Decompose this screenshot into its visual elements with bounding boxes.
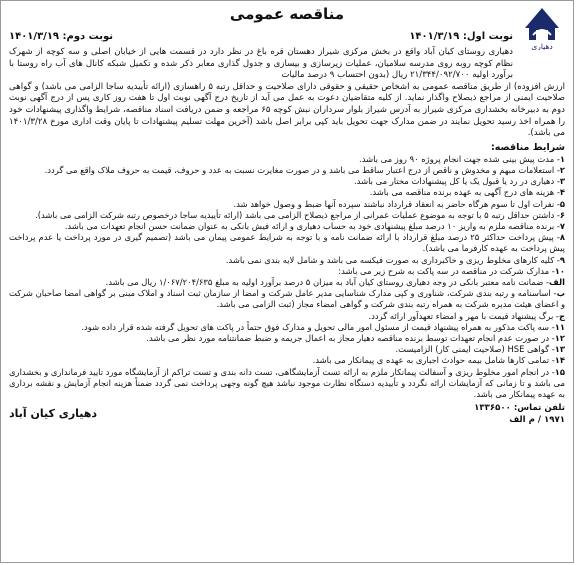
condition-text: - استعلامات مبهم و مخدوش و ناقص از درج اعتبار ساقط می باشد و در صورت مغایرت نسبت به عدد و حروف، قیمت به حروف ملاک واقع می گردد. [44, 164, 560, 175]
condition-item [9, 277, 565, 288]
condition-number: ج [558, 310, 565, 321]
condition-text: - داشتن حداقل رتبه ۵ با توجه به موضوع عملیات عمرانی از مراجع ذیصلاح الزامی می باشد (ارائه تأییدیه ساجا درخصوص رتبه شرکت الزامی می باشد). [35, 209, 560, 220]
notice-body [9, 47, 565, 556]
logo-text: دهیاری [531, 42, 553, 50]
condition-item [9, 199, 565, 210]
condition-item [9, 266, 565, 277]
condition-number: ۵ [559, 198, 565, 209]
condition-text: - اساسنامه و رتبه بندی شرکت، شناوری و کپی مدارک شناسایی مدیر عامل شرکت و امضا از سازمان ثبت اسناد و املاک مبنی بر گواهی امضا صاحبان شرکت و اعضای هیئت مدیره شرکت به همراه رتبه بندی شرکت و گواهی امضاء مجاز (ثبت الزامی می باشد. [9, 288, 565, 310]
intro-paragraph: دهیاری روستای کیان آباد واقع در بخش مرکزی شیراز دهستان قره باغ در نظر دارد در قسمت هایی از خیابان اصلی و سه کوچه از شهرک نظام کوچه روبه روی مدرسه سلامیان، عملیات زیرسازی و بیسازی و جدول گذاری معابر ذکر شده و تکمیل شبکه کانال های آب راه روستا با برآورد اولیه ۲۱/۳۴۴/۰۹۲/۷۰۰ ریال (بدون احتساب ۹ درصد مالیات [9, 47, 513, 81]
condition-number: ۱۲ [554, 333, 565, 343]
publication-dates [9, 31, 513, 45]
condition-number: ۶ [559, 209, 565, 220]
condition-text: - دهیاری در رد یا قبول یک یا کل پیشنهادات مختار می باشد. [354, 176, 560, 187]
condition-item [9, 333, 565, 344]
condition-number: ۷ [559, 220, 565, 231]
condition-number: ۱۰ [554, 265, 565, 276]
condition-number: ب [556, 288, 565, 299]
condition-item [9, 165, 565, 176]
condition-text: - در صورت عدم انجام تعهدات توسط برنده مناقصه دهیار مجاز به اعمال جریمه و ضبط ضمانتنامه مورد نظر می باشد. [146, 333, 555, 343]
condition-item [9, 176, 565, 187]
footer [9, 403, 565, 427]
condition-item [9, 322, 565, 333]
condition-text: - پیش پرداخت حداکثر ۲۵ درصد مبلغ قرارداد با ارائه ضمانت نامه و با توجه به شرایط عمومی پیمان می باشد (تصمیم گیری در مورد پرداخت یا عدم پرداخت پیش پرداخت به عهده کارفرما می باشد). [9, 232, 565, 254]
condition-text: - کلیه کارهای مخلوط ریزی و خاکبرداری به صورت فیکسه می باشد و شامل لایه بندی نمی باشد. [225, 254, 560, 265]
condition-item [9, 355, 565, 366]
condition-item [9, 288, 565, 310]
first-publication-date: نوبت اول: ۱۴۰۱/۳/۱۹ [409, 31, 513, 42]
condition-number: ۲ [559, 164, 565, 175]
signature: دهیاری کیان آباد [9, 407, 98, 421]
condition-number: ۸ [559, 232, 565, 243]
condition-text: - هزینه های درج آگهی به عهده برنده مناقصه می باشد. [369, 187, 560, 198]
condition-item [9, 154, 565, 165]
condition-text: - سه پاکت مذکور به همراه پیشنهاد قیمت از مسئول امور مالی تحویل و مدارک فوق حتماً در پاکت های تحویل گرفته شده قرار داده شود. [81, 321, 555, 332]
condition-number: ۱۵ [554, 366, 565, 377]
condition-item [9, 187, 565, 198]
condition-number: ۹ [559, 254, 565, 265]
condition-text: - مدت پیش بینی شده جهت انجام پروژه ۹۰ روز می باشد. [359, 153, 560, 164]
condition-text: - در انجام امور مخلوط ریزی و آسفالت پیمانکار ملزم به ارائه تست آزمایشگاهی، تست دانه بندی و تست تراکم از آزمایشگاه مورد تایید فرمانداری و بخشداری می باشد و تا زمانی که آزمایشات ارائه نگردد و تأییدیه دستگاه نظارت موجود نباشد هیچ گونه وجهی پرداخت نمی گردد ضمناً هزینه انجام آزمایش و نقشه برداری به عهده پیمانکار می باشد. [9, 366, 565, 400]
condition-text: - مدارک شرکت در مناقصه در سه پاکت به شرح زیر می باشد: [338, 265, 555, 276]
condition-number: الف [549, 276, 565, 287]
condition-number: ۱۳ [554, 344, 565, 355]
condition-text: - برنده مناقصه ملزم به واریز ۱۰ درصد مبلغ پیشنهادی خود به حساب دهیاری و ارائه فیش بانکی به عنوان ضمانت حسن انجام تعهدات می باشد. [64, 220, 560, 231]
condition-text: - برگ پیشنهاد قیمت با مهر و امضاء تعهدآور ارائه گردد. [368, 310, 559, 321]
condition-text: - تمامی کارها شامل بیمه حوادث اجباری به عهده ی پیمانکار می باشد. [312, 355, 555, 366]
condition-text: - نفرات اول تا سوم هرگاه حاضر به انعقاد قرارداد نباشند سپرده آنها ضبط و وصول خواهد شد. [233, 198, 560, 209]
ad-code: ۱۹۷۱ / م الف [509, 415, 565, 426]
condition-number: ۱ [559, 153, 565, 164]
condition-item [9, 221, 565, 232]
condition-text: - ضمانت نامه معتبر بانکی در وجه دهیاری روستای کیان آباد به میزان ۵ درصد برآورد اولیه به مبلغ ۱/۰۶۷/۲۰۴/۶۳۵ ریال می باشد. [105, 276, 549, 287]
condition-item [9, 255, 565, 266]
condition-number: ۴ [559, 187, 565, 198]
condition-item [9, 232, 565, 254]
condition-number: ۱۱ [554, 321, 565, 332]
condition-item [9, 210, 565, 221]
conditions-title: شرایط مناقصه: [490, 141, 565, 153]
condition-number: ۱۴ [554, 355, 565, 366]
condition-text: - گواهی HSE (صلاحیت ایمنی کار) الزامیست. [395, 344, 555, 355]
conditions-list [9, 154, 565, 400]
condition-number: ۳ [559, 176, 565, 187]
condition-item [9, 367, 565, 401]
notice-title: مناقصه عمومی [229, 5, 345, 23]
condition-item [9, 344, 565, 355]
intro-paragraph-continued: ارزش افزوده) از طریق مناقصه عمومی به اشخاص حقیقی و حقوقی دارای صلاحیت و حداقل رتبه ۵ راهسازی (ارائه تأییدیه ساجا الزامی می باشد) و گواهی صلاحیت ایمنی از مراجع ذیصلاح واگذار نماید. از کلیه متقاضیان دعوت به عمل می آید از تاریخ درج آگهی نوبت اول تا هفت روز کاری پس از درج آگهی نوبت دوم به دبیرخانه بخشداری مرکزی شیراز به آدرس شیراز بلوار سرداران نبش کوچه ۶۵ مراجعه و ضمن دریافت اسناد مناقصه، شرایط واگذاری پیشنهادات خود را همراه اخذ رسید تحویل نمایند در ضمن مدارک جهت تحویل باید کپی برابر اصل باشد (آخرین مهلت تسلیم پیشنهادات تا پایان وقت اداری مورخ ۱۴۰۱/۳/۲۸ می باشد). [9, 81, 565, 139]
second-publication-date: نوبت دوم: ۱۴۰۱/۳/۱۹ [9, 31, 114, 42]
contact-phone: تلفن تماس: ۱۳۳۶۵۰۰ [474, 403, 565, 414]
condition-item [9, 311, 565, 322]
